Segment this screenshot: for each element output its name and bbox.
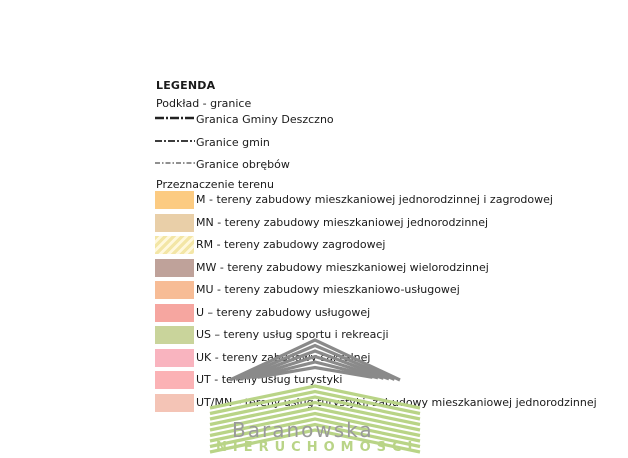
zone-swatch [155, 326, 194, 344]
boundary-label-precincts: Granice obrębów [196, 158, 290, 171]
boundary-commune-deszczno-line-icon [155, 115, 195, 121]
zone-label: MN - tereny zabudowy mieszkaniowej jednorodzinnej [196, 216, 489, 229]
boundary-communes-line-icon [155, 138, 195, 144]
watermark-name: Baranowska [232, 418, 374, 442]
zone-label: RM - tereny zabudowy zagrodowej [196, 238, 386, 251]
zones-heading: Przeznaczenie terenu [156, 178, 274, 191]
boundary-precincts-line-icon [155, 160, 195, 166]
zone-swatch [155, 281, 194, 299]
zone-label: US – tereny usług sportu i rekreacji [196, 328, 389, 341]
zone-label: MW - tereny zabudowy mieszkaniowej wielorodzinnej [196, 261, 489, 274]
zone-swatch [155, 371, 194, 389]
zone-swatch [155, 394, 194, 412]
zone-label: U – tereny zabudowy usługowej [196, 306, 371, 319]
zone-label: UK - tereny zabudowy sakralnej [196, 351, 371, 364]
zone-label: M - tereny zabudowy mieszkaniowej jednorodzinnej i zagrodowej [196, 193, 553, 206]
watermark-subtitle: NIERUCHOMOŚCI [216, 440, 419, 455]
zone-swatch [155, 236, 194, 254]
zone-swatch [155, 259, 194, 277]
zone-label: MU - tereny zabudowy mieszkaniowo-usługowej [196, 283, 460, 296]
zone-swatch [155, 214, 194, 232]
boundary-label-deszczno: Granica Gminy Deszczno [196, 113, 334, 126]
zone-swatch [155, 304, 194, 322]
zone-label: UT - tereny usług turystyki [196, 373, 343, 386]
zone-swatch [155, 349, 194, 367]
boundary-label-communes: Granice gmin [196, 136, 270, 149]
boundaries-heading: Podkład - granice [156, 97, 252, 110]
zone-label: UT/MN – tereny usług turystyki, zabudowy mieszkaniowej jednorodzinnej [196, 396, 597, 409]
zone-swatch [155, 191, 194, 209]
legend-title: LEGENDA [156, 79, 216, 92]
